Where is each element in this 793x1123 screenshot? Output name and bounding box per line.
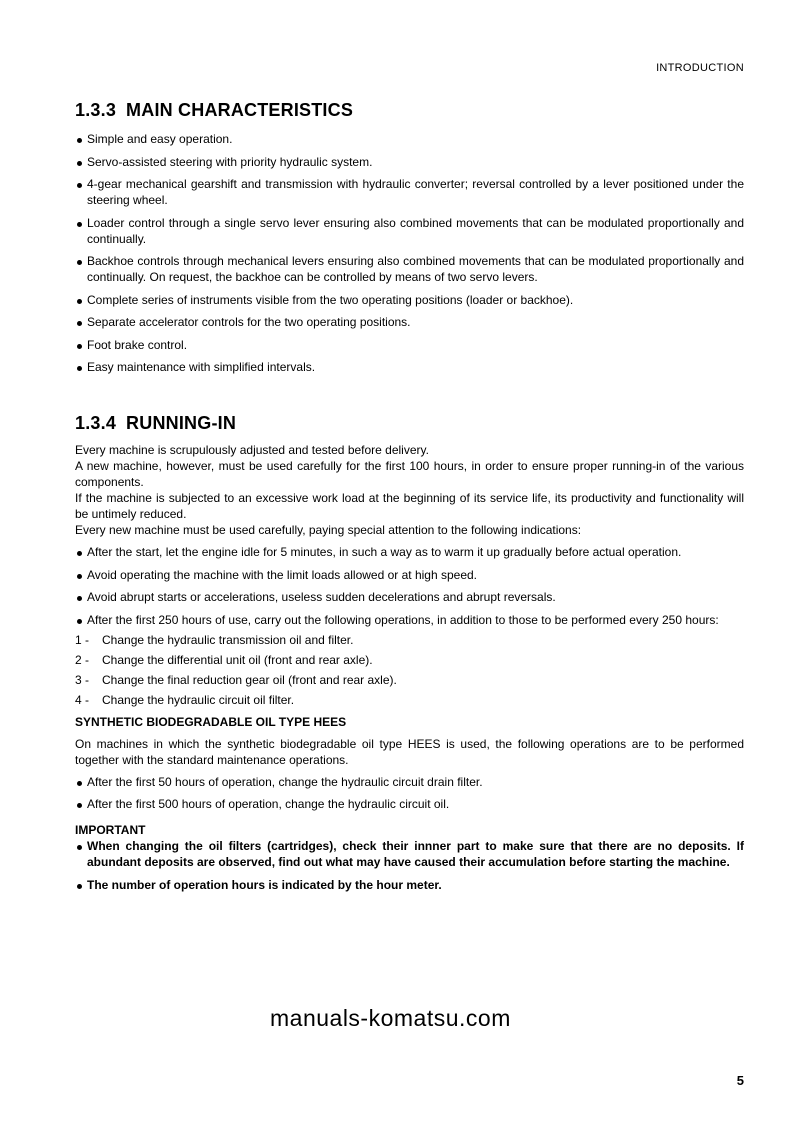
step	[75, 652, 744, 668]
step-text: Change the hydraulic circuit oil filter.	[102, 692, 295, 707]
section-heading-main-characteristics	[75, 100, 744, 121]
step-text: Change the differential unit oil (front and rear axle).	[102, 652, 373, 667]
list-item: Simple and easy operation.	[75, 131, 744, 147]
section-heading-running-in	[75, 413, 744, 434]
step-number: 3 -	[75, 672, 90, 687]
list-item: 4-gear mechanical gearshift and transmission with hydraulic converter; reversal controlled by a lever positioned under the steering wheel.	[75, 176, 744, 208]
section-title: MAIN CHARACTERISTICS	[126, 100, 354, 120]
list-item: After the first 250 hours of use, carry out the following operations, in addition to those to be performed every 250 hours:	[75, 612, 744, 628]
important-item: The number of operation hours is indicated by the hour meter.	[75, 877, 744, 893]
running-header: INTRODUCTION	[656, 62, 744, 74]
paragraph: If the machine is subjected to an excessive work load at the beginning of its service life, its productivity and functionality will be untimely reduced.	[75, 491, 744, 521]
important-item: When changing the oil filters (cartridges), check their innner part to make sure that there are no deposits. If abundant deposits are observed, find out what may have caused their accumulation before starting the machine.	[75, 838, 744, 870]
list-item: Easy maintenance with simplified intervals.	[75, 359, 744, 375]
list-item: After the start, let the engine idle for 5 minutes, in such a way as to warm it up gradually before actual operation.	[75, 544, 744, 560]
subheading-hees: SYNTHETIC BIODEGRADABLE OIL TYPE HEES	[75, 714, 347, 729]
step	[75, 672, 744, 688]
list-item: Complete series of instruments visible from the two operating positions (loader or backhoe).	[75, 292, 744, 308]
important-heading: IMPORTANT	[75, 823, 146, 837]
step-number: 1 -	[75, 632, 90, 647]
characteristics-list	[75, 131, 744, 375]
page-number: 5	[736, 1073, 744, 1088]
section-title: RUNNING-IN	[126, 413, 237, 433]
list-item: Servo-assisted steering with priority hydraulic system.	[75, 154, 744, 170]
list-item: Foot brake control.	[75, 337, 744, 353]
list-item: Separate accelerator controls for the two operating positions.	[75, 314, 744, 330]
step	[75, 632, 744, 648]
section-number: 1.3.4	[75, 413, 117, 433]
step	[75, 692, 744, 708]
content	[75, 100, 744, 899]
paragraph: Every machine is scrupulously adjusted and tested before delivery.	[75, 443, 429, 457]
watermark: manuals-komatsu.com	[270, 1005, 511, 1031]
list-item: After the first 500 hours of operation, change the hydraulic circuit oil.	[75, 796, 744, 812]
list-item: After the first 50 hours of operation, change the hydraulic circuit drain filter.	[75, 774, 744, 790]
section-number: 1.3.3	[75, 100, 117, 120]
list-item: Backhoe controls through mechanical levers ensuring also combined movements that can be modulated proportionally and continually. On request, the backhoe can be controlled by means of two servo levers.	[75, 253, 744, 285]
step-text: Change the hydraulic transmission oil and filter.	[102, 632, 354, 647]
list-item: Avoid operating the machine with the limit loads allowed or at high speed.	[75, 567, 744, 583]
list-item: Avoid abrupt starts or accelerations, useless sudden decelerations and abrupt reversals.	[75, 589, 744, 605]
list-item: Loader control through a single servo lever ensuring also combined movements that can be modulated proportionally and continually.	[75, 215, 744, 247]
step-number: 2 -	[75, 652, 90, 667]
paragraph: Every new machine must be used carefully, paying special attention to the following indications:	[75, 523, 582, 537]
step-text: Change the final reduction gear oil (front and rear axle).	[102, 672, 397, 687]
paragraph: A new machine, however, must be used carefully for the first 100 hours, in order to ensure proper running-in of the various components.	[75, 459, 744, 489]
step-number: 4 -	[75, 692, 90, 707]
paragraph: On machines in which the synthetic biodegradable oil type HEES is used, the following operations are to be performed together with the standard maintenance operations.	[75, 736, 744, 767]
